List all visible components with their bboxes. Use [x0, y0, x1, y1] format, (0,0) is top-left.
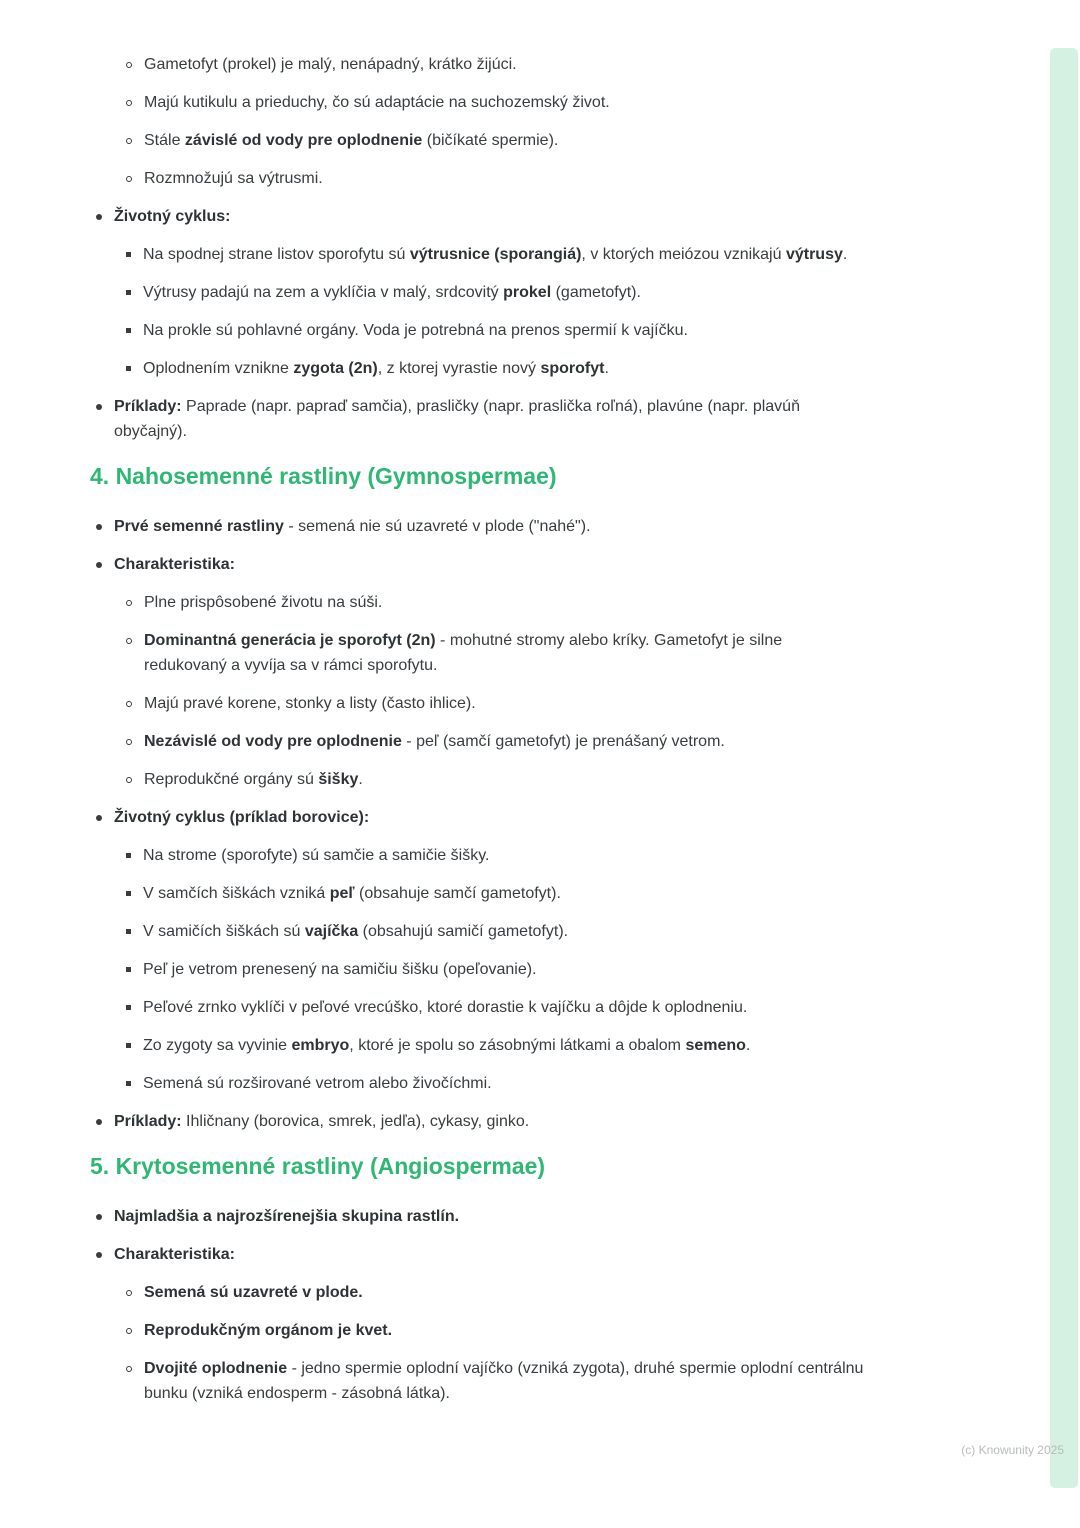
list-item-text: Oplodnením vznikne zygota (2n), z ktorej vyrastie nový sporofyt. [143, 360, 609, 377]
list-item [126, 90, 865, 115]
list-item-text: Životný cyklus (príklad borovice): [114, 809, 370, 826]
list-item [96, 1204, 865, 1229]
bullet-disc-icon [96, 214, 102, 220]
list-item [126, 843, 865, 868]
list-item-text: Na strome (sporofyte) sú samčie a samičie šišky. [143, 847, 490, 864]
bullet-square-icon [126, 366, 131, 371]
list-item [96, 805, 865, 830]
list-item [126, 356, 865, 381]
bullet-square-icon [126, 1043, 131, 1048]
list-item-text: Stále závislé od vody pre oplodnenie (bičíkaté spermie). [144, 132, 559, 149]
list-item [126, 881, 865, 906]
bullet-circle-icon [126, 1328, 132, 1334]
bullet-square-icon [126, 328, 131, 333]
list-item-text: Reprodukčným orgánom je kvet. [144, 1322, 393, 1339]
list-item-text: Peľ je vetrom prenesený na samičiu šišku (opeľovanie). [143, 961, 537, 978]
list-item [96, 1109, 865, 1134]
bullet-disc-icon [96, 404, 102, 410]
bullet-square-icon [126, 1005, 131, 1010]
list-item [126, 1071, 865, 1096]
list-item [126, 1318, 865, 1343]
bullet-circle-icon [126, 739, 132, 745]
list-item-text: Plne prispôsobené životu na súši. [144, 594, 383, 611]
list-item [126, 1280, 865, 1305]
bullet-square-icon [126, 967, 131, 972]
bullet-square-icon [126, 252, 131, 257]
list-item-text: Zo zygoty sa vyvinie embryo, ktoré je spolu so zásobnými látkami a obalom semeno. [143, 1037, 751, 1054]
bullet-circle-icon [126, 701, 132, 707]
list-item [96, 514, 865, 539]
bullet-disc-icon [96, 815, 102, 821]
list-item-text: Životný cyklus: [114, 208, 231, 225]
list-item [96, 394, 865, 444]
list-item-text: Na prokle sú pohlavné orgány. Voda je potrebná na prenos spermií k vajíčku. [143, 322, 688, 339]
list-item-text: Semená sú rozširované vetrom alebo živočíchmi. [143, 1075, 492, 1092]
bullet-square-icon [126, 1081, 131, 1086]
bullet-circle-icon [126, 1366, 132, 1372]
list-item-text: V samičích šiškách sú vajíčka (obsahujú samičí gametofyt). [143, 923, 569, 940]
list-item [126, 590, 865, 615]
list-item-text: Rozmnožujú sa výtrusmi. [144, 170, 323, 187]
list-item-text: Príklady: Paprade (napr. papraď samčia), prasličky (napr. praslička roľná), plavúne (napr. plavúň obyčajný). [114, 398, 800, 440]
bullet-circle-icon [126, 100, 132, 106]
list-item-text: Semená sú uzavreté v plode. [144, 1284, 363, 1301]
bullet-circle-icon [126, 638, 132, 644]
list-item-text: Prvé semenné rastliny - semená nie sú uzavreté v plode ("nahé"). [114, 518, 591, 535]
bullet-disc-icon [96, 1119, 102, 1125]
section-heading-5: 5. Krytosemenné rastliny (Angiospermae) [90, 1153, 546, 1179]
bullet-disc-icon [96, 1252, 102, 1258]
list-item-text: Gametofyt (prokel) je malý, nenápadný, krátko žijúci. [144, 56, 517, 73]
list-item [126, 995, 865, 1020]
bullet-circle-icon [126, 138, 132, 144]
bullet-circle-icon [126, 600, 132, 606]
list-item-text: Nezávislé od vody pre oplodnenie - peľ (samčí gametofyt) je prenášaný vetrom. [144, 733, 725, 750]
list-item-text: Reprodukčné orgány sú šišky. [144, 771, 363, 788]
list-item-text: Peľové zrnko vyklíči v peľové vrecúško, ktoré dorastie k vajíčku a dôjde k oplodneniu. [143, 999, 748, 1016]
list-item-text: Najmladšia a najrozšírenejšia skupina rastlín. [114, 1208, 460, 1225]
list-item-text: Príklady: Ihličnany (borovica, smrek, jedľa), cykasy, ginko. [114, 1113, 530, 1130]
list-item [126, 919, 865, 944]
section-heading-4: 4. Nahosemenné rastliny (Gymnospermae) [90, 463, 557, 489]
list-item [126, 957, 865, 982]
list-item-text: Na spodnej strane listov sporofytu sú výtrusnice (sporangiá), v ktorých meiózou vznikajú výtrusy. [143, 246, 848, 263]
accent-bar [1050, 48, 1078, 1488]
list-item [96, 552, 865, 577]
list-item-text: Dvojité oplodnenie - jedno spermie oplodní vajíčko (vzniká zygota), druhé spermie oplodní centrálnu bunku (vzniká endosperm - zásobná látka). [144, 1360, 864, 1402]
list-item [126, 166, 865, 191]
bullet-square-icon [126, 929, 131, 934]
list-item [96, 204, 865, 229]
bullet-square-icon [126, 853, 131, 858]
list-item [126, 128, 865, 153]
list-item [126, 280, 865, 305]
bullet-circle-icon [126, 62, 132, 68]
list-item [96, 1242, 865, 1267]
bullet-disc-icon [96, 524, 102, 530]
list-item [126, 52, 865, 77]
list-item [126, 691, 865, 716]
list-item [126, 242, 865, 267]
list-item-text: Výtrusy padajú na zem a vyklíčia v malý, srdcovitý prokel (gametofyt). [143, 284, 641, 301]
document-content [90, 52, 865, 1419]
bullet-square-icon [126, 891, 131, 896]
list-item-text: Charakteristika: [114, 556, 235, 573]
bullet-circle-icon [126, 777, 132, 783]
bullet-circle-icon [126, 176, 132, 182]
list-item-text: Dominantná generácia je sporofyt (2n) - mohutné stromy alebo kríky. Gametofyt je silne redukovaný a vyvíja sa v rámci sporofytu. [144, 632, 783, 674]
list-item [126, 767, 865, 792]
list-item-text: Charakteristika: [114, 1246, 235, 1263]
list-item [126, 628, 865, 678]
list-item-text: V samčích šiškách vzniká peľ (obsahuje samčí gametofyt). [143, 885, 561, 902]
list-item [126, 1356, 865, 1406]
bullet-disc-icon [96, 562, 102, 568]
list-item [126, 729, 865, 754]
bullet-square-icon [126, 290, 131, 295]
list-item-text: Majú pravé korene, stonky a listy (často ihlice). [144, 695, 476, 712]
list-item-text: Majú kutikulu a prieduchy, čo sú adaptácie na suchozemský život. [144, 94, 610, 111]
list-item [126, 1033, 865, 1058]
list-item [126, 318, 865, 343]
bullet-circle-icon [126, 1290, 132, 1296]
copyright-footer: (c) Knowunity 2025 [961, 1443, 1064, 1457]
bullet-disc-icon [96, 1214, 102, 1220]
